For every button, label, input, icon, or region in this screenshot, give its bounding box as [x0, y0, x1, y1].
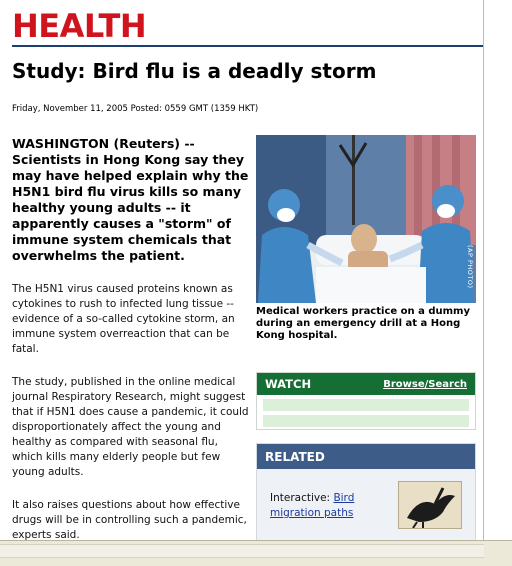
article-body: [12, 136, 250, 540]
bird-migration-link[interactable]: Bird migration paths: [270, 492, 355, 519]
article-photo[interactable]: [256, 135, 476, 303]
watch-header: [257, 373, 475, 395]
photo-credit: (AP PHOTO): [466, 245, 474, 289]
article-paragraph: The H5N1 virus caused proteins known as cytokines to rush to infected lung tissue -- evidence of a so-called cytokine storm, an immune system overreaction that can be fatal.: [12, 283, 235, 355]
watch-box: [256, 372, 476, 430]
related-thumbnail[interactable]: [398, 481, 462, 529]
watch-title: WATCH: [265, 377, 312, 391]
article-headline: Study: Bird flu is a deadly storm: [12, 59, 377, 83]
photo-caption: Medical workers practice on a dummy during an emergency drill at a Hong Kong hospital.: [256, 306, 470, 341]
window-bottom-bar: [0, 540, 512, 566]
related-item: [270, 491, 390, 521]
related-box: [256, 443, 476, 540]
article-lead: WASHINGTON (Reuters) -- Scientists in Hong Kong say they may have helped explain why the H5N1 bird flu virus kills so many healthy young adults -- it apparently causes a "storm" of immune system chemicals that overwhelms the patient.: [12, 136, 249, 263]
section-logo[interactable]: HEALTH: [12, 7, 147, 45]
related-header: [257, 444, 475, 469]
browse-search-link[interactable]: Browse/Search: [383, 378, 467, 390]
header-divider: [12, 45, 484, 47]
watch-video-slot[interactable]: [263, 415, 469, 427]
article-paragraph: It also raises questions about how effective drugs will be in controlling such a pandemic, experts said.: [12, 499, 247, 540]
watch-video-slot[interactable]: [263, 399, 469, 411]
window-margin: [485, 0, 512, 540]
horizontal-scrollbar[interactable]: [0, 544, 484, 558]
related-title: RELATED: [265, 449, 325, 464]
hospital-drill-image: [256, 135, 476, 303]
article-dateline: Friday, November 11, 2005 Posted: 0559 GMT (1359 HKT): [12, 104, 259, 114]
related-item-prefix: Interactive:: [270, 492, 334, 504]
related-body: [257, 469, 475, 540]
article-paragraph: The study, published in the online medical journal Respiratory Research, might suggest that if H5N1 does cause a pandemic, it could disproportionately affect the young and healthy as compared with seasonal flu, which kills many elderly people but few young adults.: [12, 376, 249, 478]
bird-icon: [399, 482, 462, 529]
